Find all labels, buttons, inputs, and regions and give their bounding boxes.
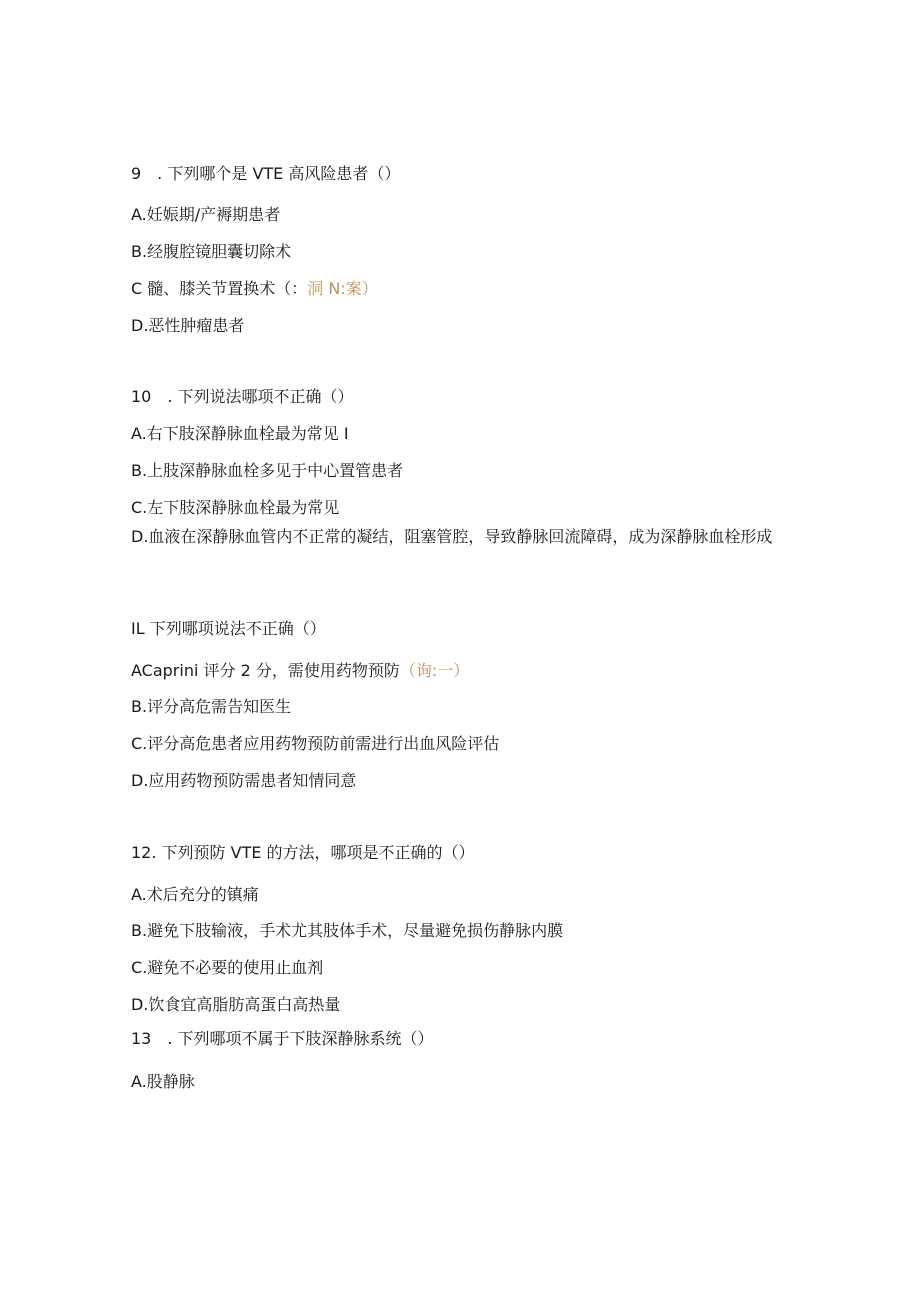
question-11-option-a (131, 660, 469, 682)
question-10-option-b: B.上肢深静脉血栓多见于中心置管患者 (131, 461, 404, 480)
question-12-option-d: D.饮食宜高脂肪高蛋白高热量 (131, 995, 341, 1014)
question-13-option-a: A.股静脉 (131, 1072, 195, 1091)
question-11-option-c: C.评分高危患者应用药物预防前需进行出血风险评估 (131, 734, 500, 753)
question-12-option-a: A.术后充分的镇痛 (131, 885, 259, 904)
question-10-option-c: C.左下肢深静脉血栓最为常见 (131, 498, 340, 517)
question-10-option-d: D.血液在深静脉血管内不正常的凝结，阻塞管腔，导致静脉回流障碍，成为深静脉血栓形成 (131, 527, 773, 546)
question-11-option-a-text: ACaprini 评分 2 分，需使用药物预防 (131, 661, 400, 680)
question-9-stem: 9 . 下列哪个是 VTE 高风险患者（） (131, 164, 401, 183)
question-11-option-d: D.应用药物预防需患者知情同意 (131, 771, 357, 790)
question-11-option-b: B.评分高危需告知医生 (131, 697, 292, 716)
question-9-option-c-handwritten-note: 洞 N:案） (307, 279, 378, 298)
question-12-stem: 12. 下列预防 VTE 的方法，哪项是不正确的（） (131, 843, 475, 862)
question-13-stem: 13 . 下列哪项不属于下肢深静脉系统（） (131, 1029, 434, 1048)
question-9-option-a: A.妊娠期/产褥期患者 (131, 205, 281, 224)
question-9-option-b: B.经腹腔镜胆囊切除术 (131, 242, 292, 261)
question-9-option-c (131, 278, 378, 300)
question-11-option-a-handwritten-note: （询:一） (399, 661, 470, 680)
question-9-option-d: D.恶性肿瘤患者 (131, 316, 245, 335)
question-9-option-c-text: C 髓、膝关节置换术（： (131, 279, 308, 298)
question-11-stem: IL 下列哪项说法不正确（） (131, 619, 326, 638)
question-10-stem: 10 . 下列说法哪项不正确（） (131, 387, 354, 406)
question-12-option-b: B.避免下肢输液，手术尤其肢体手术，尽量避免损伤静脉内膜 (131, 921, 564, 940)
question-10-option-a: A.右下肢深静脉血栓最为常见 I (131, 424, 349, 443)
question-12-option-c: C.避免不必要的使用止血剂 (131, 958, 324, 977)
